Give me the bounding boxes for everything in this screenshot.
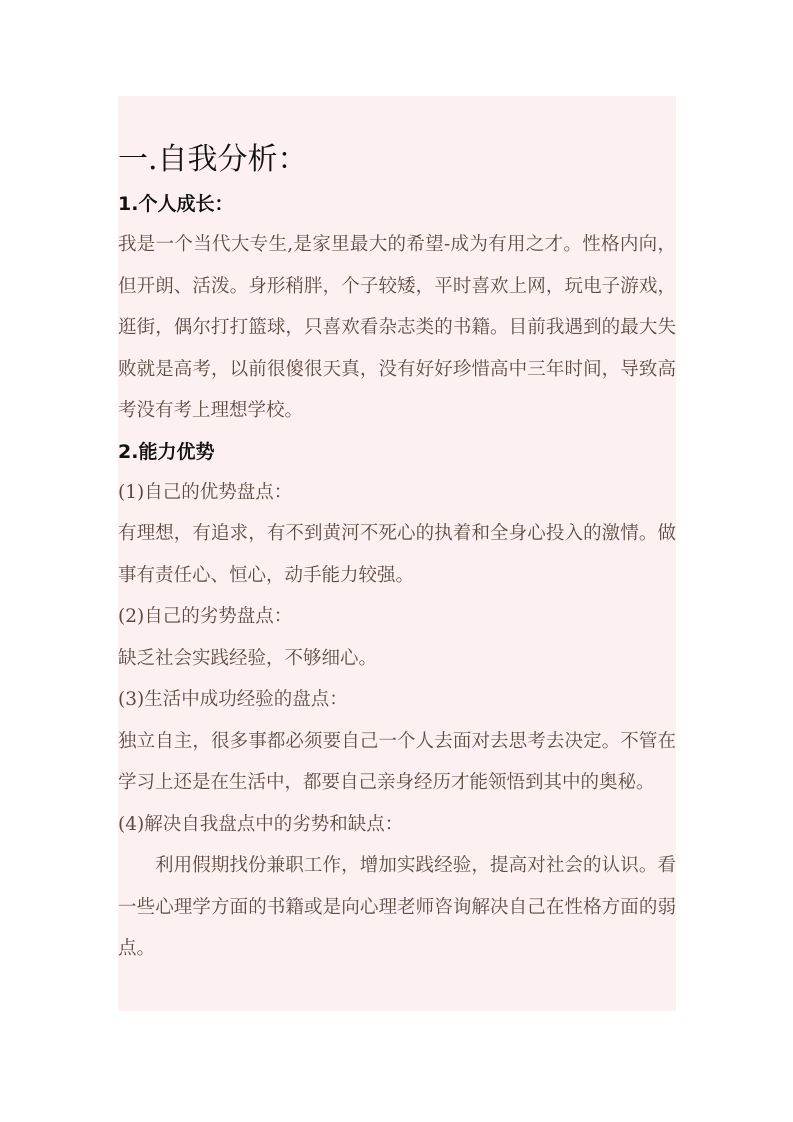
document-content <box>118 96 676 1011</box>
weaknesses-label: (2)自己的劣势盘点： <box>118 606 293 627</box>
success-experience-text: 独立自主，很多事都必须要自己一个人去面对去思考去决定。不管在学习上还是在生活中，都要自己亲身经历才能领悟到其中的奥秘。 <box>118 730 676 793</box>
weaknesses-text: 缺乏社会实践经验，不够细心。 <box>118 647 378 669</box>
solutions-label: (4)解决自我盘点中的劣势和缺点： <box>118 813 404 835</box>
strengths-text: 有理想，有追求，有不到黄河不死心的执着和全身心投入的激情。做事有责任心、恒心，动手能力较强。 <box>118 523 676 586</box>
section-title-abilities: 2.能力优势 <box>118 440 215 463</box>
success-experience-label: (3)生活中成功经验的盘点： <box>118 689 348 710</box>
solutions-text: 利用假期找份兼职工作，增加实践经验，提高对社会的认识。看一些心理学方面的书籍或是向心理老师咨询解决自己在性格方面的弱点。 <box>118 855 676 959</box>
strengths-label: (1)自己的优势盘点： <box>118 481 293 503</box>
personal-growth-paragraph: 我是一个当代大专生,是家里最大的希望-成为有用之才。性格内向，但开朗、活泼。身形稍胖，个子较矮，平时喜欢上网，玩电子游戏，逛街，偶尔打打篮球，只喜欢看杂志类的书籍。目前我遇到的最大失败就是高考，以前很傻很天真，没有好好珍惜高中三年时间，导致高考没有考上理想学校。 <box>118 234 676 421</box>
section-title-personal-growth: 1.个人成长： <box>118 193 234 215</box>
page-title: 一.自我分析： <box>118 142 308 177</box>
